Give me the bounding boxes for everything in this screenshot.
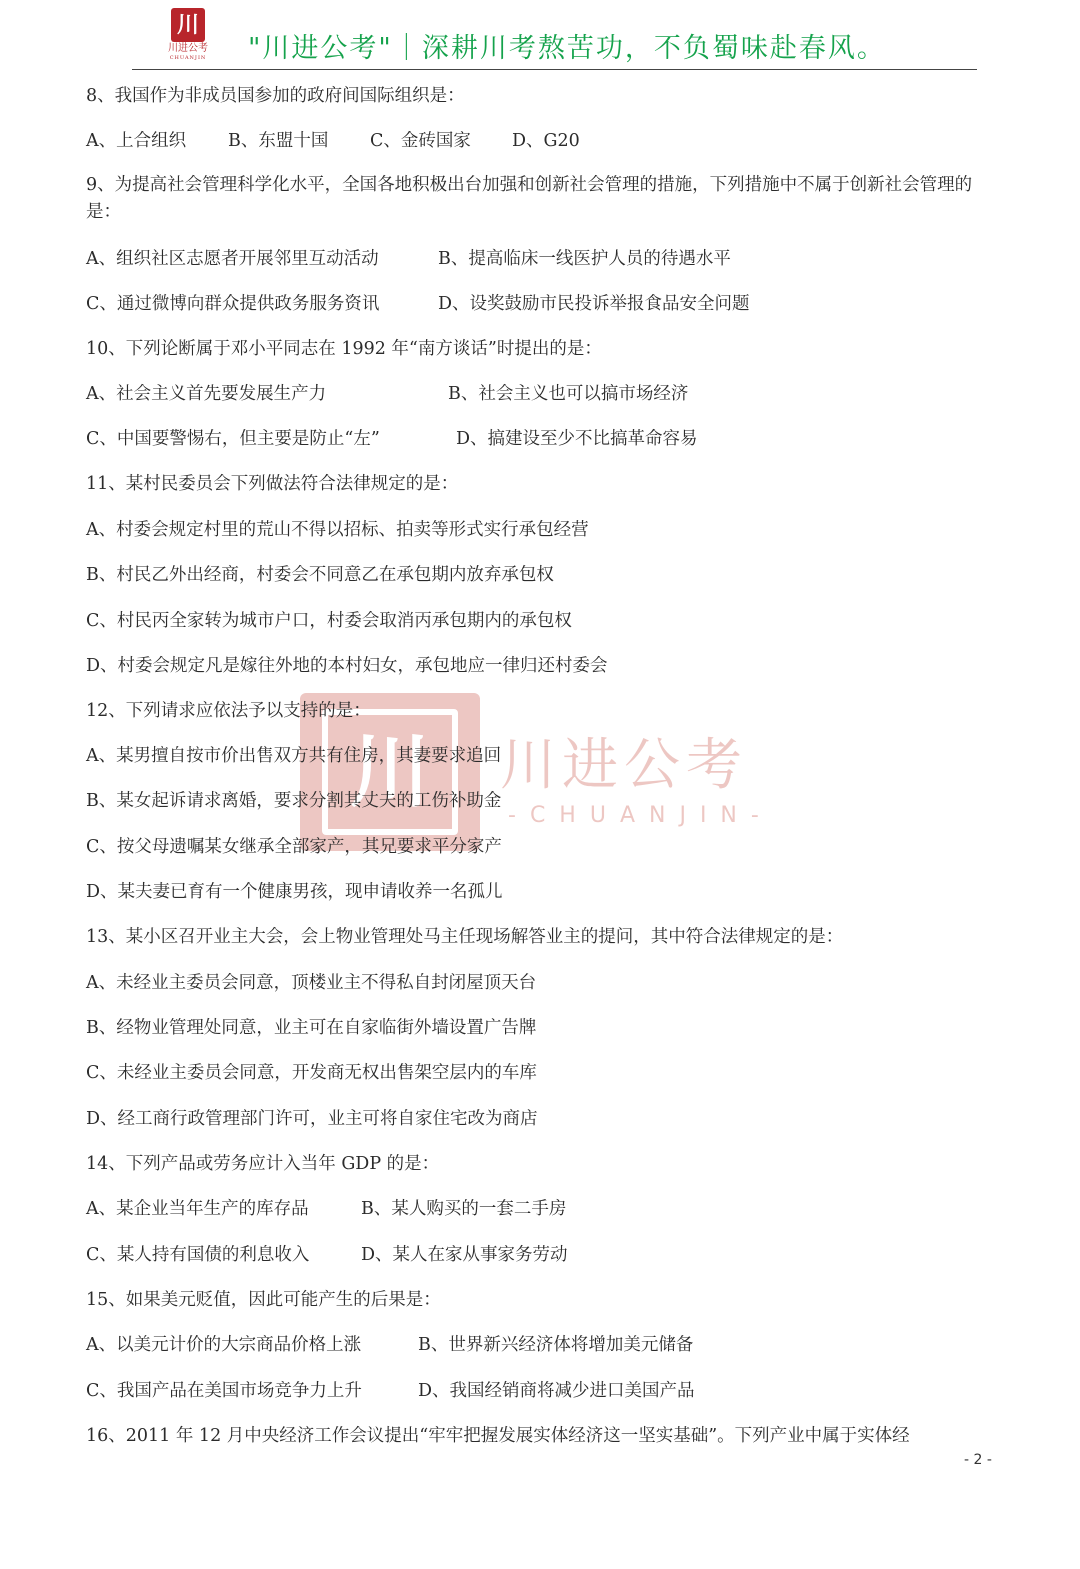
option-row: [86, 291, 750, 317]
header-divider: [132, 69, 977, 70]
page-number: - 2 -: [964, 1452, 992, 1468]
watermark-glyph: 川: [322, 709, 458, 835]
watermark-text: 川进公考: [500, 733, 748, 798]
watermark: [300, 693, 780, 853]
logo-seal-icon: 川: [171, 8, 205, 42]
question-stem: 9、为提高社会管理科学化水平，全国各地积极出台加强和创新社会管理的措施，下列措施中不属于创新社会管理的是：: [86, 175, 973, 222]
option-row: [86, 1242, 568, 1268]
question-stem: 15、如果美元贬值，因此可能产生的后果是：: [86, 1290, 441, 1310]
option: B、某人购买的一套二手房: [361, 1199, 567, 1219]
option: C、中国要警惕右，但主要是防止“左”: [86, 429, 380, 449]
option: A、村委会规定村里的荒山不得以招标、拍卖等形式实行承包经营: [86, 520, 589, 540]
option-row: [86, 1378, 695, 1404]
option: A、社会主义首先要发展生产力: [86, 384, 327, 404]
option: A、以美元计价的大宗商品价格上涨: [86, 1335, 362, 1355]
option: B、村民乙外出经商，村委会不同意乙在承包期内放弃承包权: [86, 565, 554, 585]
logo-text: 川进公考: [168, 43, 208, 54]
option: D、搞建设至少不比搞革命容易: [456, 429, 698, 449]
brand-logo: [160, 8, 216, 64]
option: D、村委会规定凡是嫁往外地的本村妇女，承包地应一律归还村委会: [86, 656, 608, 676]
option: C、未经业主委员会同意，开发商无权出售架空层内的车库: [86, 1063, 537, 1083]
option: A、某企业当年生产的库存品: [86, 1199, 309, 1219]
option: C、我国产品在美国市场竞争力上升: [86, 1381, 362, 1401]
option: C、按父母遗嘱某女继承全部家产，其兄要求平分家产: [86, 837, 502, 857]
option: B、世界新兴经济体将增加美元储备: [418, 1335, 694, 1355]
option: C、通过微博向群众提供政务服务资讯: [86, 294, 380, 314]
question-stem: 12、下列请求应依法予以支持的是：: [86, 701, 371, 721]
question-stem: 11、某村民委员会下列做法符合法律规定的是：: [86, 474, 459, 494]
option-row: [86, 426, 698, 452]
question-stem: 14、下列产品或劳务应计入当年 GDP 的是：: [86, 1154, 440, 1174]
option: D、G20: [512, 131, 580, 151]
page-header: [0, 0, 1080, 72]
header-slogan: "川进公考"｜深耕川考熬苦功，不负蜀味赴春风。: [248, 33, 886, 64]
watermark-subtext: -CHUANJIN-: [508, 803, 773, 828]
option: C、村民丙全家转为城市户口，村委会取消丙承包期内的承包权: [86, 611, 572, 631]
option-row: [86, 128, 580, 154]
option: B、社会主义也可以搞市场经济: [448, 384, 689, 404]
option: A、组织社区志愿者开展邻里互动活动: [86, 249, 379, 269]
option: B、某女起诉请求离婚，要求分割其丈夫的工伤补助金: [86, 791, 502, 811]
question-stem: 10、下列论断属于邓小平同志在 1992 年“南方谈话”时提出的是：: [86, 339, 602, 359]
option: A、未经业主委员会同意，顶楼业主不得私自封闭屋顶天台: [86, 973, 537, 993]
option: B、经物业管理处同意，业主可在自家临街外墙设置广告牌: [86, 1018, 537, 1038]
option-row: [86, 246, 731, 272]
logo-subtext: CHUANJIN: [169, 55, 207, 61]
option: A、上合组织: [86, 131, 187, 151]
option: D、我国经销商将减少进口美国产品: [418, 1381, 695, 1401]
option: C、某人持有国债的利息收入: [86, 1245, 310, 1265]
option: D、设奖鼓励市民投诉举报食品安全问题: [438, 294, 750, 314]
option: C、金砖国家: [370, 131, 471, 151]
option-row: [86, 381, 688, 407]
option: B、提高临床一线医护人员的待遇水平: [438, 249, 731, 269]
option: A、某男擅自按市价出售双方共有住房，其妻要求追回: [86, 746, 502, 766]
option: D、经工商行政管理部门许可，业主可将自家住宅改为商店: [86, 1109, 538, 1129]
question-stem: 13、某小区召开业主大会，会上物业管理处马主任现场解答业主的提问，其中符合法律规定的是：: [86, 927, 844, 947]
option: D、某人在家从事家务劳动: [361, 1245, 568, 1265]
option: B、东盟十国: [228, 131, 329, 151]
option-row: [86, 1332, 693, 1358]
option-row: [86, 1196, 566, 1222]
option: D、某夫妻已育有一个健康男孩，现申请收养一名孤儿: [86, 882, 503, 902]
question-stem: 16、2011 年 12 月中央经济工作会议提出“牢牢把握发展实体经济这一坚实基础”。下列产业中属于实体经: [86, 1426, 910, 1446]
question-stem: 8、我国作为非成员国参加的政府间国际组织是：: [86, 86, 465, 106]
